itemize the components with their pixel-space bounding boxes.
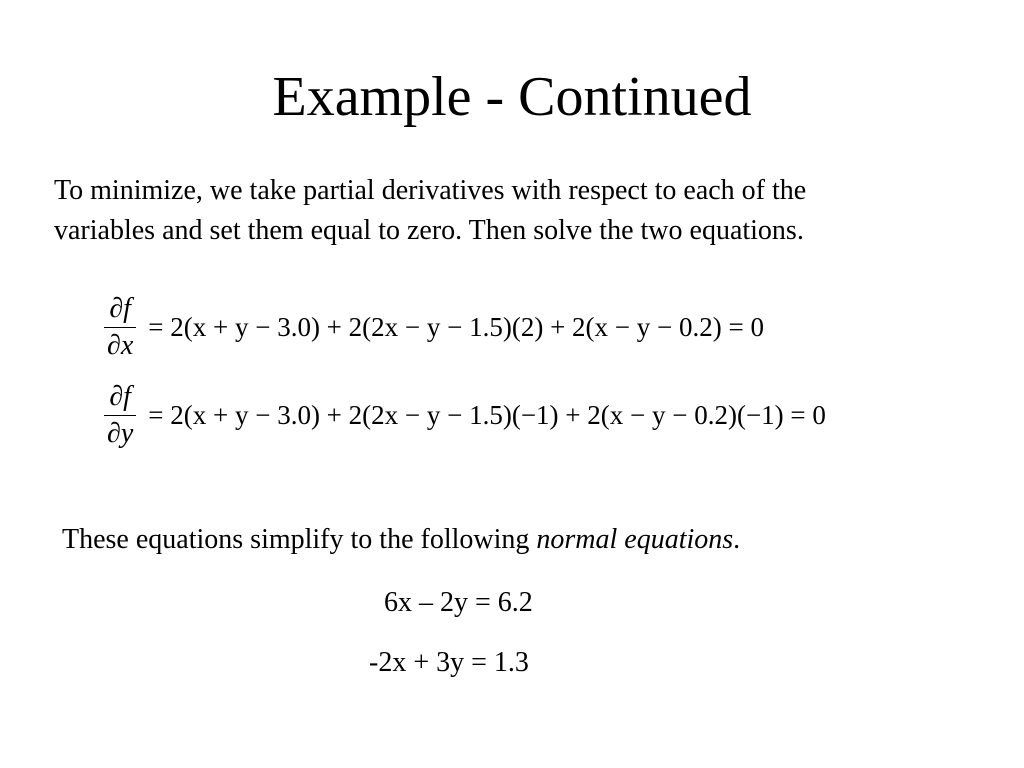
intro-line-1: To minimize, we take partial derivatives with respect to each of the [54, 175, 807, 206]
partial-derivative-equation-y [104, 373, 826, 457]
intro-line-2: variables and set them equal to zero. Then solve the two equations. [54, 215, 804, 246]
fraction-numerator: ∂f [109, 380, 131, 412]
summary-sentence [62, 520, 740, 560]
intro-paragraph [54, 171, 994, 251]
equation-right-side: = 2(x + y − 3.0) + 2(2x − y − 1.5)(2) + 2(x − y − 0.2) = 0 [148, 312, 764, 342]
normal-equation-1: 6x – 2y = 6.2 [384, 587, 533, 618]
partial-fraction-x [104, 291, 136, 364]
summary-emphasis: normal equations [536, 524, 734, 555]
equation-right-side: = 2(x + y − 3.0) + 2(2x − y − 1.5)(−1) + 2(x − y − 0.2)(−1) = 0 [148, 400, 826, 430]
fraction-denominator: ∂y [104, 415, 136, 452]
fraction-denominator: ∂x [104, 327, 136, 364]
summary-text: These equations simplify to the following [62, 524, 537, 555]
partial-derivative-equation-x [104, 285, 764, 369]
fraction-numerator: ∂f [109, 292, 131, 324]
slide-title: Example - Continued [272, 66, 752, 128]
normal-equation-2: -2x + 3y = 1.3 [369, 647, 529, 678]
partial-fraction-y [104, 379, 136, 452]
summary-end: . [733, 524, 741, 555]
